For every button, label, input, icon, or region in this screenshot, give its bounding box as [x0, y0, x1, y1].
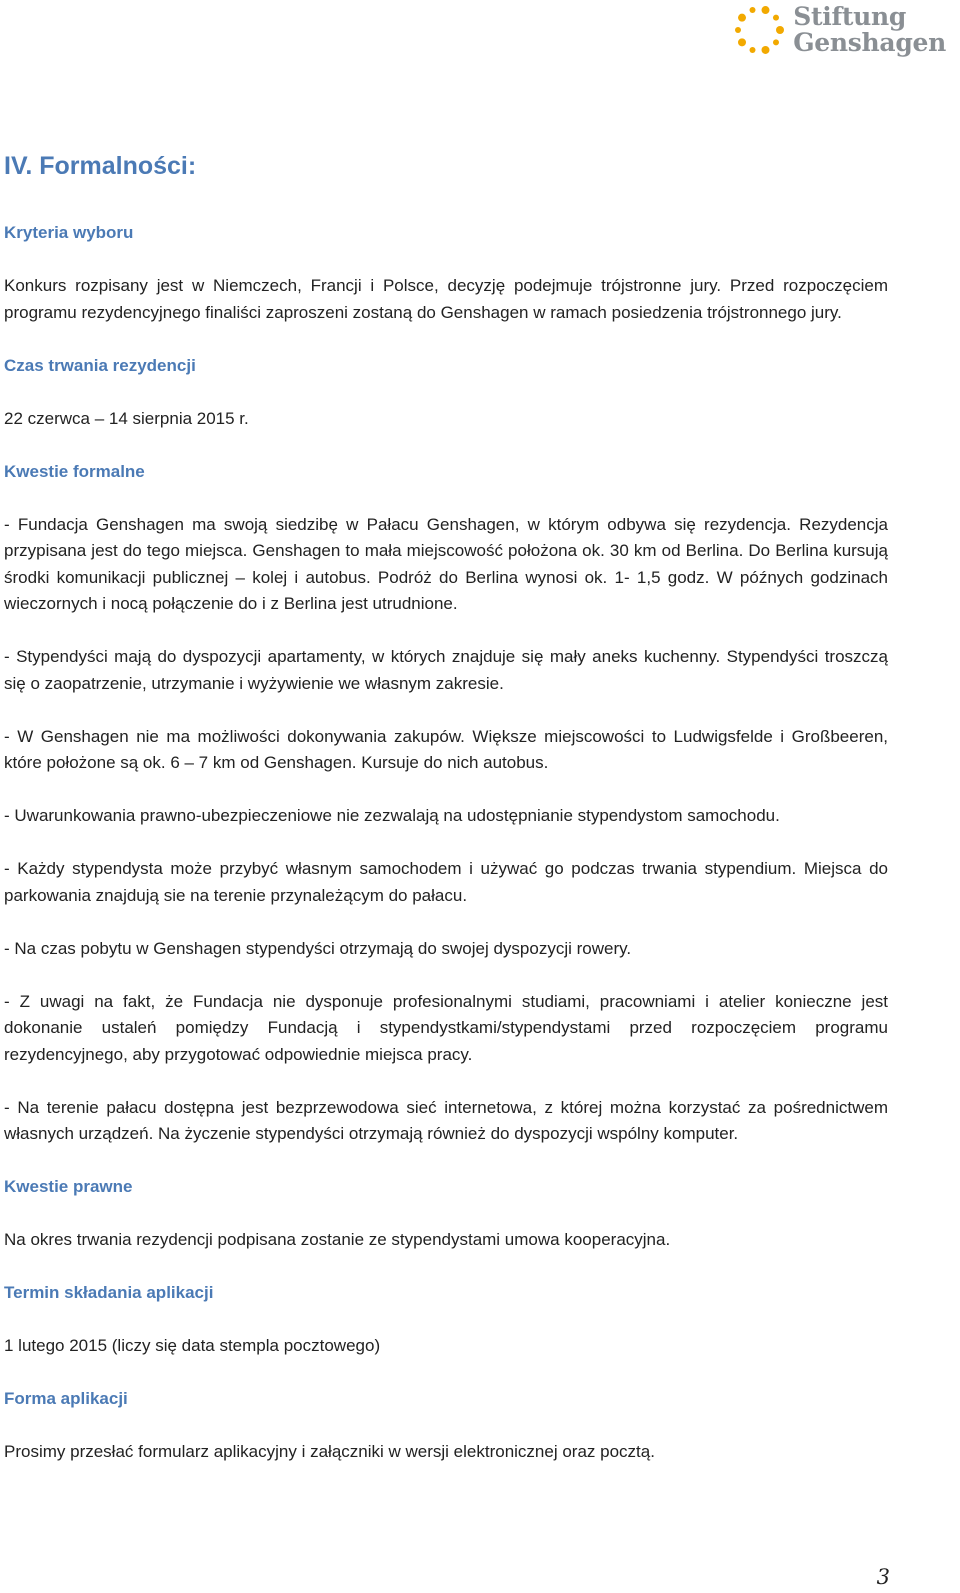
logo-text [793, 4, 946, 56]
section-heading: Kwestie formalne [4, 461, 145, 481]
section-heading: Kwestie prawne [4, 1177, 133, 1196]
paragraph: Prosimy przesłać formularz aplikacyjny i załączniki w wersji elektronicznej oraz pocztą. [4, 1442, 655, 1461]
paragraph: Konkurs rozpisany jest w Niemczech, Francji i Polsce, decyzję podejmuje trójstronne jury. Przed rozpoczęciem programu rezydencyjnego finaliści zaproszeni zostaną do Genshagen w ramach posiedzenia trójstronnego jury. [4, 276, 888, 322]
section-heading: Termin składania aplikacji [4, 1283, 214, 1302]
paragraph: - Na terenie pałacu dostępna jest bezprzewodowa sieć internetowa, z której można korzystać za pośrednictwem własnych urządzeń. Na życzenie stypendyści otrzymają również do dyspozycji wspólny komputer. [4, 1097, 888, 1143]
paragraph: - Na czas pobytu w Genshagen stypendyści otrzymają do swojej dyspozycji rowery. [4, 938, 632, 958]
section-heading: Forma aplikacji [4, 1389, 128, 1408]
section-heading: Kryteria wyboru [4, 223, 134, 242]
page-number: 3 [876, 1565, 890, 1589]
logo-line-2: Genshagen [793, 28, 946, 57]
paragraph: - Fundacja Genshagen ma swoją siedzibę w Pałacu Genshagen, w którym odbywa się rezydencja. Rezydencja przypisana jest do tego miejsca. Genshagen to mała miejscowość położona ok. 30 km od Berlina. Do Berlina kursują środki komunikacji publicznej – kolej i autobus. Podróż do Berlina wynosi ok. 1- 1,5 godz. W późnych godzinach wieczornych i nocą połączenie do i z Berlina jest utrudnione. [4, 514, 888, 613]
paragraph: - Z uwagi na fakt, że Fundacja nie dysponuje profesionalnymi studiami, pracowniami i atelier konieczne jest dokonanie ustaleń pomiędzy Fundacją i stypendystkami/stypendystami przed rozpoczęciem programu rezydencyjnego, aby przygotować odpowiednie miejsca pracy. [4, 991, 888, 1064]
paragraph: - W Genshagen nie ma możliwości dokonywania zakupów. Większe miejscowości to Ludwigsfelde i Großbeeren, które położone są ok. 6 – 7 km od Genshagen. Kursuje do nich autobus. [4, 726, 888, 772]
logo-line-1: Stiftung [793, 2, 907, 31]
paragraph: - Stypendyści mają do dyspozycji apartamenty, w których znajduje się mały aneks kuchenny. Stypendyści troszczą się o zaopatrzenie, utrzymanie i wyżywienie we własnym zakresie. [4, 647, 888, 693]
paragraph: 22 czerwca – 14 sierpnia 2015 r. [4, 408, 249, 428]
paragraph: Na okres trwania rezydencji podpisana zostanie ze stypendystami umowa kooperacyjna. [4, 1230, 671, 1249]
paragraph: - Uwarunkowania prawno-ubezpieczeniowe nie zezwalają na udostępnianie stypendystom samochodu. [4, 806, 780, 825]
logo-dots-icon [731, 2, 787, 58]
content-blocks [4, 220, 888, 1466]
paragraph: 1 lutego 2015 (liczy się data stempla pocztowego) [4, 1336, 381, 1355]
section-heading: Czas trwania rezydencji [4, 355, 196, 375]
section-title: IV. Formalności: [4, 152, 197, 180]
stiftung-genshagen-logo [731, 2, 946, 58]
paragraph: - Każdy stypendysta może przybyć własnym samochodem i używać go podczas trwania stypendium. Miejsca do parkowania znajdują sie na terenie przynależącym do pałacu. [4, 859, 888, 905]
document-body [4, 146, 888, 1466]
